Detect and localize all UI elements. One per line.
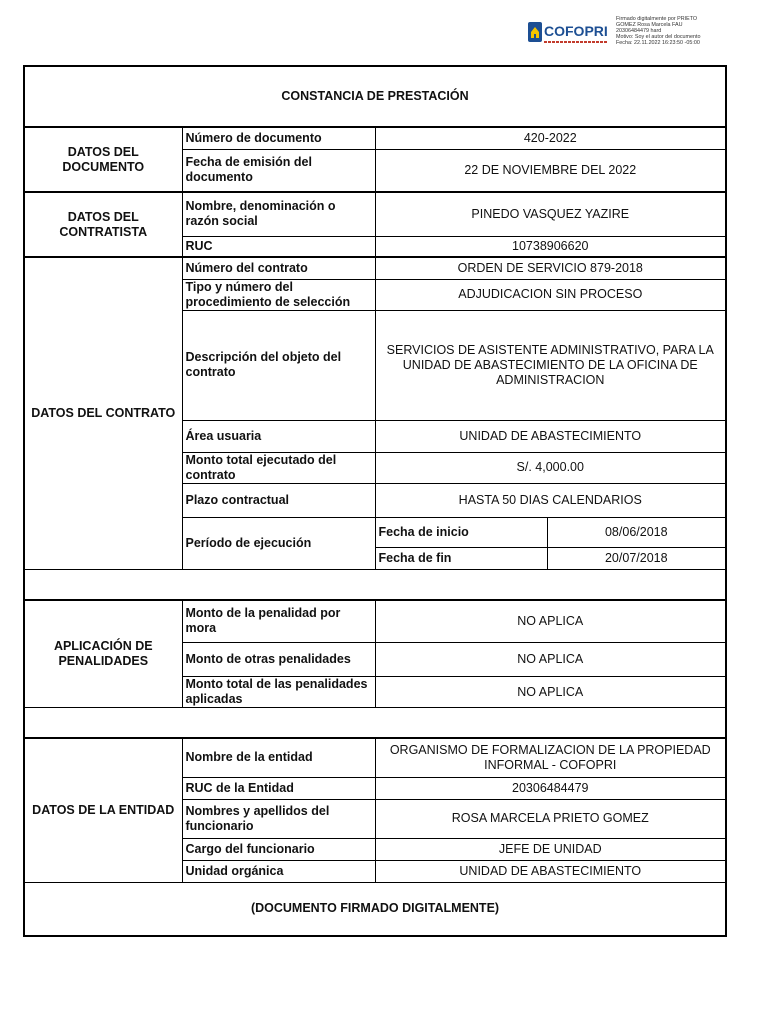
label-otras-penalidades: Monto de otras penalidades [182,643,375,677]
label-fecha-inicio: Fecha de inicio [375,517,547,547]
value-ruc-entidad: 20306484479 [375,777,726,799]
label-unidad-organica: Unidad orgánica [182,860,375,882]
value-total-penalidades: NO APLICA [375,677,726,708]
value-funcionario: ROSA MARCELA PRIETO GOMEZ [375,799,726,838]
label-fecha-emision: Fecha de emisión del documento [182,149,375,192]
value-monto-ejecutado: S/. 4,000.00 [375,452,726,483]
signature-line: GOMEZ Rosa Marcela FAU [616,21,683,28]
label-periodo-ejecucion: Período de ejecución [182,517,375,569]
label-descripcion-objeto: Descripción del objeto del contrato [182,310,375,420]
value-nombre-entidad: ORGANISMO DE FORMALIZACION DE LA PROPIEDAD INFORMAL - COFOPRI [375,738,726,777]
cofopri-logo [528,17,614,47]
footer-note: (DOCUMENTO FIRMADO DIGITALMENTE) [24,882,726,936]
signature-text [616,17,701,46]
value-tipo-procedimiento: ADJUDICACION SIN PROCESO [375,279,726,310]
section-datos-documento: DATOS DEL DOCUMENTO [24,127,182,192]
value-numero-documento: 420-2022 [375,127,726,149]
label-numero-documento: Número de documento [182,127,375,149]
label-funcionario: Nombres y apellidos del funcionario [182,799,375,838]
value-cargo-funcionario: JEFE DE UNIDAD [375,838,726,860]
label-plazo-contractual: Plazo contractual [182,483,375,517]
label-tipo-procedimiento: Tipo y número del procedimiento de selección [182,279,375,310]
digital-signature-block [528,17,760,51]
label-ruc-entidad: RUC de la Entidad [182,777,375,799]
value-fecha-fin: 20/07/2018 [547,547,726,569]
signature-line: 20306484479 hard [616,27,662,34]
value-fecha-emision: 22 DE NOVIEMBRE DEL 2022 [375,149,726,192]
label-cargo-funcionario: Cargo del funcionario [182,838,375,860]
value-plazo-contractual: HASTA 50 DIAS CALENDARIOS [375,483,726,517]
section-datos-contratista: DATOS DEL CONTRATISTA [24,192,182,257]
value-unidad-organica: UNIDAD DE ABASTECIMIENTO [375,860,726,882]
section-datos-contrato: DATOS DEL CONTRATO [24,257,182,569]
cofopri-logo-icon [528,22,542,42]
label-numero-contrato: Número del contrato [182,257,375,279]
logo-text: COFOPRI [544,23,608,39]
signature-line: Motivo: Soy el autor del documento [616,33,701,40]
value-nombre-contratista: PINEDO VASQUEZ YAZIRE [375,192,726,236]
label-ruc-contratista: RUC [182,236,375,257]
value-numero-contrato: ORDEN DE SERVICIO 879-2018 [375,257,726,279]
blank-separator-row [24,569,726,600]
label-fecha-fin: Fecha de fin [375,547,547,569]
constancia-table [23,65,727,937]
value-fecha-inicio: 08/06/2018 [547,517,726,547]
value-penalidad-mora: NO APLICA [375,600,726,643]
label-monto-ejecutado: Monto total ejecutado del contrato [182,452,375,483]
label-nombre-entidad: Nombre de la entidad [182,738,375,777]
blank-separator-row [24,708,726,739]
label-penalidad-mora: Monto de la penalidad por mora [182,600,375,643]
value-area-usuaria: UNIDAD DE ABASTECIMIENTO [375,420,726,452]
section-datos-entidad: DATOS DE LA ENTIDAD [24,738,182,882]
section-penalidades: APLICACIÓN DE PENALIDADES [24,600,182,708]
value-descripcion-objeto: SERVICIOS DE ASISTENTE ADMINISTRATIVO, PARA LA UNIDAD DE ABASTECIMIENTO DE LA OFICINA DE ADMINISTRACION [375,310,726,420]
logo-tagline-decoration [544,41,608,43]
label-nombre-contratista: Nombre, denominación o razón social [182,192,375,236]
label-area-usuaria: Área usuaria [182,420,375,452]
page-title: CONSTANCIA DE PRESTACIÓN [24,66,726,127]
label-total-penalidades: Monto total de las penalidades aplicadas [182,677,375,708]
signature-line: Firmado digitalmente por PRIETO [616,16,698,22]
value-otras-penalidades: NO APLICA [375,643,726,677]
signature-line: Fecha: 22.11.2022 16:23:50 -05:00 [616,39,700,46]
value-ruc-contratista: 10738906620 [375,236,726,257]
